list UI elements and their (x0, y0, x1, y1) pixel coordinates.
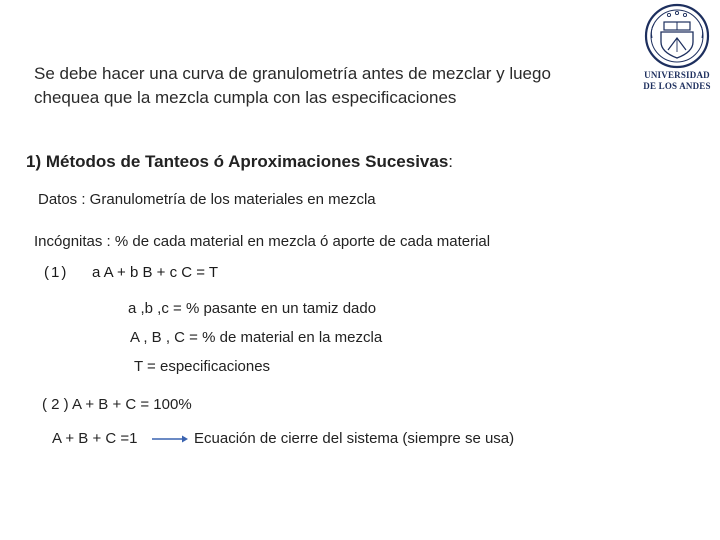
equation-1-number: (1) (44, 264, 69, 281)
university-name (636, 70, 718, 92)
section-heading (26, 152, 453, 172)
definition-abc: a ,b ,c = % pasante en un tamiz dado (128, 300, 377, 317)
university-name-line-1: UNIVERSIDAD (644, 70, 710, 80)
equation-1-formula: a A + b B + c C = T (92, 264, 219, 281)
equation-2: ( 2 ) A + B + C = 100% (42, 396, 192, 413)
definition-ABC: A , B , C = % de material en la mezcla (130, 329, 383, 346)
intro-line-2: chequea que la mezcla cumpla con las especificaciones (34, 88, 457, 107)
section-heading-text: 1) Métodos de Tanteos ó Aproximaciones Sucesivas (26, 152, 449, 171)
definition-T: T = especificaciones (134, 358, 271, 375)
section-heading-colon: : (448, 152, 454, 171)
equation-3-note: Ecuación de cierre del sistema (siempre se usa) (194, 430, 515, 447)
university-name-line-2: DE LOS ANDES (643, 81, 711, 91)
equation-3-formula: A + B + C =1 (52, 430, 138, 447)
datos-line: Datos : Granulometría de los materiales en mezcla (38, 191, 376, 208)
intro-text (34, 62, 551, 110)
right-arrow-icon (152, 433, 188, 445)
incognitas-line: Incógnitas : % de cada material en mezcla ó aporte de cada material (34, 233, 491, 250)
intro-line-1: Se debe hacer una curva de granulometría antes de mezclar y luego (34, 64, 551, 83)
